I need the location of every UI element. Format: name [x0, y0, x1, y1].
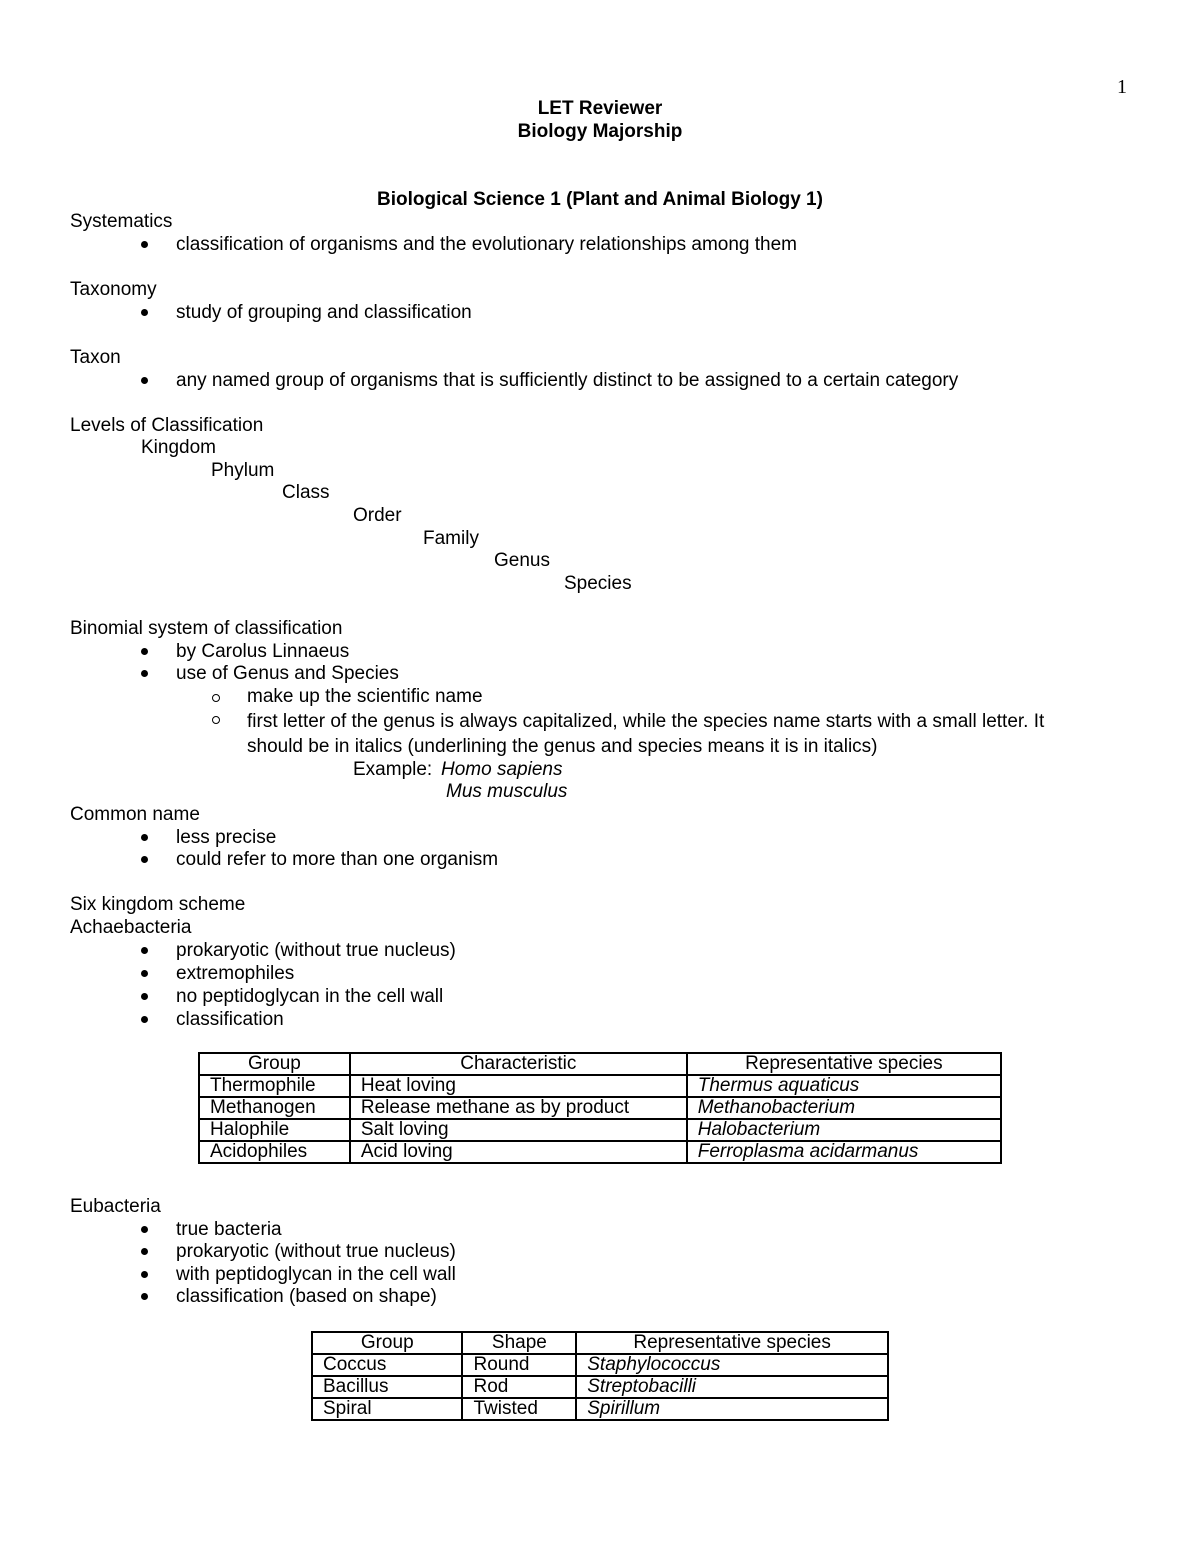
eubacteria-heading: Eubacteria	[70, 1196, 161, 1217]
table-cell: Release methane as by product	[350, 1097, 687, 1119]
term-taxon: Taxon	[70, 347, 121, 368]
bullet-icon	[141, 241, 148, 248]
eubacteria-table	[311, 1331, 889, 1421]
term-taxonomy: Taxonomy	[70, 279, 157, 300]
binomial-sub-2-line-2: should be in italics (underlining the genus and species means it is in italics)	[247, 736, 878, 757]
level-genus: Genus	[494, 550, 550, 571]
table-header-cell: Group	[199, 1053, 350, 1075]
doc-title: LET Reviewer	[537, 98, 663, 119]
six-kingdom-heading: Six kingdom scheme	[70, 894, 246, 915]
eubacteria-bullet-2: prokaryotic (without true nucleus)	[176, 1241, 456, 1262]
table-row	[312, 1398, 888, 1420]
table-cell: Acidophiles	[199, 1141, 350, 1163]
bullet-icon	[141, 856, 148, 863]
table-cell: Round	[462, 1354, 576, 1376]
page-number: 1	[1117, 76, 1127, 98]
sub-bullet-icon	[212, 716, 220, 724]
table-header-cell: Representative species	[687, 1053, 1001, 1075]
level-kingdom: Kingdom	[141, 437, 216, 458]
table-cell: Acid loving	[350, 1141, 687, 1163]
table-cell: Staphylococcus	[576, 1354, 888, 1376]
level-species: Species	[564, 573, 632, 594]
table-cell: Rod	[462, 1376, 576, 1398]
term-systematics: Systematics	[70, 211, 173, 232]
table-row	[312, 1354, 888, 1376]
bullet-icon	[141, 1271, 148, 1278]
bullet-icon	[141, 648, 148, 655]
table-cell: Salt loving	[350, 1119, 687, 1141]
eubacteria-bullet-1: true bacteria	[176, 1219, 282, 1240]
table-cell: Spirillum	[576, 1398, 888, 1420]
table-cell: Thermophile	[199, 1075, 350, 1097]
table-header-cell: Group	[312, 1332, 462, 1354]
bullet-icon	[141, 377, 148, 384]
table-cell: Methanobacterium	[687, 1097, 1001, 1119]
table-cell: Halophile	[199, 1119, 350, 1141]
def-taxon: any named group of organisms that is sufficiently distinct to be assigned to a certain category	[176, 370, 959, 391]
archaebacteria-bullet-2: extremophiles	[176, 963, 295, 984]
def-taxonomy: study of grouping and classification	[176, 302, 472, 323]
table-header-cell: Representative species	[576, 1332, 888, 1354]
bullet-icon	[141, 947, 148, 954]
table-cell: Streptobacilli	[576, 1376, 888, 1398]
binomial-bullet-2: use of Genus and Species	[176, 663, 399, 684]
binomial-bullet-1: by Carolus Linnaeus	[176, 641, 350, 662]
table-header-cell: Shape	[462, 1332, 576, 1354]
bullet-icon	[141, 993, 148, 1000]
table-cell: Ferroplasma acidarmanus	[687, 1141, 1001, 1163]
archaebacteria-bullet-4: classification	[176, 1009, 284, 1030]
example-homo-sapiens: Homo sapiens	[441, 759, 563, 780]
table-cell: Twisted	[462, 1398, 576, 1420]
table-cell: Heat loving	[350, 1075, 687, 1097]
bullet-icon	[141, 834, 148, 841]
bullet-icon	[141, 309, 148, 316]
example-mus-musculus: Mus musculus	[446, 781, 568, 802]
course-title: Biological Science 1 (Plant and Animal Biology 1)	[377, 189, 823, 210]
bullet-icon	[141, 1293, 148, 1300]
table-row	[199, 1119, 1001, 1141]
table-cell: Coccus	[312, 1354, 462, 1376]
archaebacteria-bullet-3: no peptidoglycan in the cell wall	[176, 986, 444, 1007]
table-cell: Thermus aquaticus	[687, 1075, 1001, 1097]
table-row	[199, 1075, 1001, 1097]
example-label: Example:	[353, 759, 433, 780]
table-header-row	[199, 1053, 1001, 1075]
bullet-icon	[141, 670, 148, 677]
archaebacteria-table	[198, 1052, 1002, 1164]
level-family: Family	[423, 528, 479, 549]
table-row	[199, 1141, 1001, 1163]
archaebacteria-bullet-1: prokaryotic (without true nucleus)	[176, 940, 456, 961]
bullet-icon	[141, 1248, 148, 1255]
levels-heading: Levels of Classification	[70, 415, 264, 436]
def-systematics: classification of organisms and the evolutionary relationships among them	[176, 234, 797, 255]
doc-subtitle: Biology Majorship	[517, 121, 683, 142]
common-bullet-1: less precise	[176, 827, 277, 848]
table-row	[312, 1376, 888, 1398]
table-row	[199, 1097, 1001, 1119]
table-header-row	[312, 1332, 888, 1354]
table-cell: Halobacterium	[687, 1119, 1001, 1141]
binomial-sub-1: make up the scientific name	[247, 686, 483, 707]
bullet-icon	[141, 1016, 148, 1023]
table-cell: Methanogen	[199, 1097, 350, 1119]
bullet-icon	[141, 970, 148, 977]
bullet-icon	[141, 1226, 148, 1233]
table-header-cell: Characteristic	[350, 1053, 687, 1075]
eubacteria-bullet-3: with peptidoglycan in the cell wall	[176, 1264, 456, 1285]
common-bullet-2: could refer to more than one organism	[176, 849, 499, 870]
level-phylum: Phylum	[211, 460, 275, 481]
binomial-sub-2-line-1: first letter of the genus is always capitalized, while the species name starts with a small letter. It	[247, 711, 1045, 732]
sub-bullet-icon	[212, 694, 220, 702]
binomial-heading: Binomial system of classification	[70, 618, 343, 639]
table-cell: Bacillus	[312, 1376, 462, 1398]
level-order: Order	[353, 505, 402, 526]
eubacteria-bullet-4: classification (based on shape)	[176, 1286, 437, 1307]
common-name-heading: Common name	[70, 804, 200, 825]
archaebacteria-heading: Achaebacteria	[70, 917, 192, 938]
level-class: Class	[282, 482, 330, 503]
table-cell: Spiral	[312, 1398, 462, 1420]
